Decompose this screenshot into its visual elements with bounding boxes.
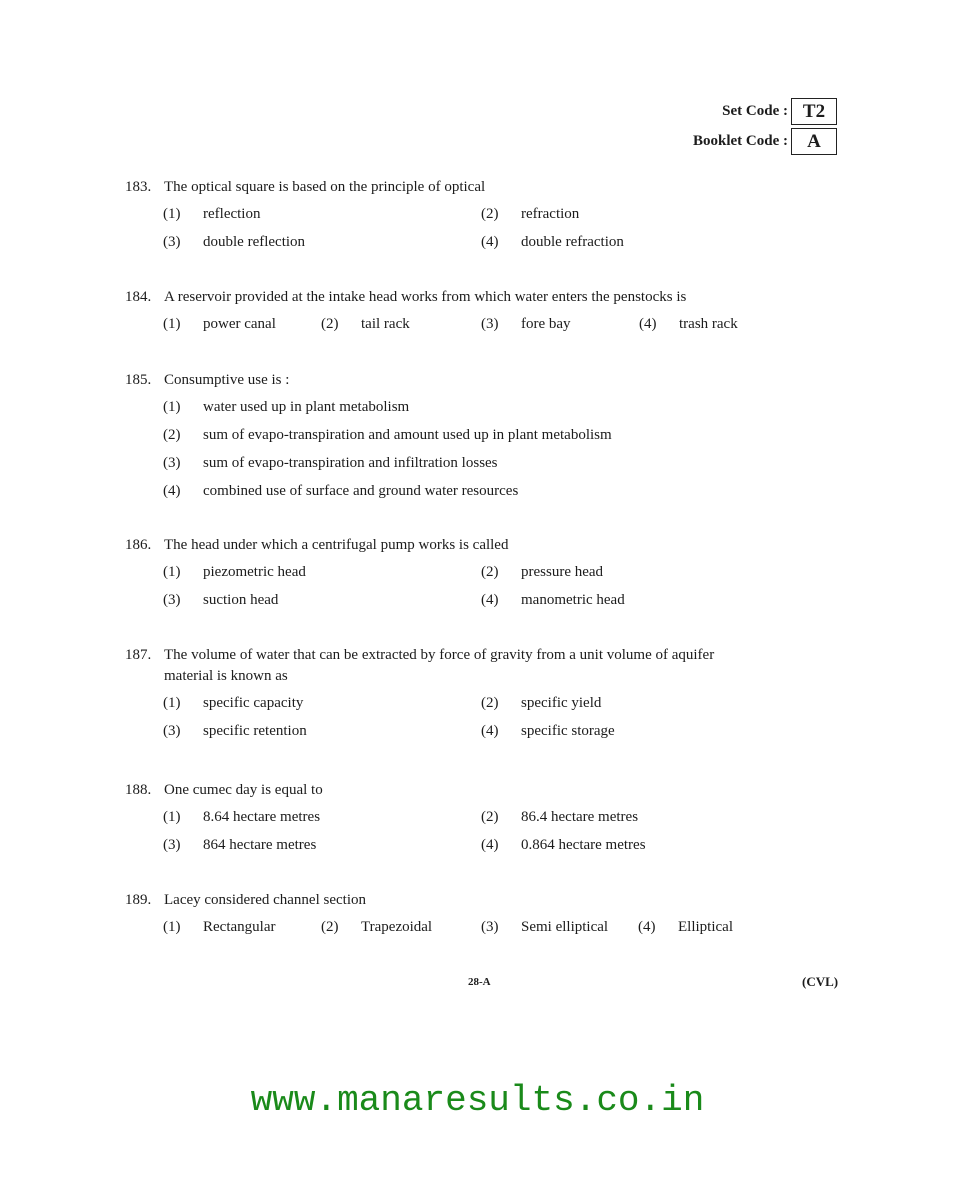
set-code: [722, 98, 837, 125]
option-2: (2) sum of evapo-transpiration and amount used up in plant metabolism: [163, 427, 612, 443]
option-3: (3) Semi elliptical: [481, 919, 609, 935]
set-code-label: Set Code :: [722, 103, 788, 119]
question-number: 189.: [125, 892, 152, 908]
option-1: (1) 8.64 hectare metres: [163, 809, 321, 825]
option-4: (4) trash rack: [639, 316, 738, 332]
option-4: (4) combined use of surface and ground water resources: [163, 483, 519, 499]
question-text: Consumptive use is :: [164, 372, 290, 388]
question-number: 183.: [125, 179, 152, 195]
question-188: [125, 777, 646, 860]
option-3: (3) fore bay: [481, 316, 571, 332]
question-number: 184.: [125, 289, 152, 305]
question-text: The head under which a centrifugal pump works is called: [164, 537, 509, 553]
option-1: (1) Rectangular: [163, 919, 276, 935]
option-2: (2) Trapezoidal: [321, 919, 433, 935]
question-number: 185.: [125, 372, 152, 388]
option-1: (1) specific capacity: [163, 695, 304, 711]
option-1: (1) water used up in plant metabolism: [163, 399, 410, 415]
question-187: [125, 642, 714, 746]
option-4: (4) 0.864 hectare metres: [481, 837, 646, 853]
option-2: (2) refraction: [481, 206, 580, 222]
question-text: The optical square is based on the principle of optical: [164, 179, 486, 195]
option-3: (3) sum of evapo-transpiration and infiltration losses: [163, 455, 498, 471]
option-1: (1) piezometric head: [163, 564, 306, 580]
watermark-url: www.manaresults.co.in: [250, 1080, 705, 1121]
booklet-code-value: A: [791, 128, 837, 155]
option-2: (2) specific yield: [481, 695, 602, 711]
option-2: (2) pressure head: [481, 564, 604, 580]
option-4: (4) manometric head: [481, 592, 625, 608]
question-186: [125, 532, 625, 615]
option-3: (3) suction head: [163, 592, 279, 608]
option-4: (4) Elliptical: [638, 919, 733, 935]
question-number: 188.: [125, 782, 152, 798]
question-185: [125, 367, 612, 506]
option-4: (4) specific storage: [481, 723, 615, 739]
question-189: [125, 887, 733, 942]
option-4: (4) double refraction: [481, 234, 624, 250]
option-1: (1) power canal: [163, 316, 276, 332]
option-3: (3) specific retention: [163, 723, 307, 739]
page-code: 28-A: [468, 976, 491, 988]
option-3: (3) 864 hectare metres: [163, 837, 317, 853]
question-text: Lacey considered channel section: [164, 892, 366, 908]
booklet-code-label: Booklet Code :: [693, 133, 788, 149]
set-code-value: T2: [791, 98, 837, 125]
option-1: (1) reflection: [163, 206, 261, 222]
question-text: A reservoir provided at the intake head works from which water enters the penstocks is: [164, 289, 687, 305]
question-text-continued: material is known as: [164, 668, 288, 684]
question-text: The volume of water that can be extracted by force of gravity from a unit volume of aquifer: [164, 647, 715, 663]
option-2: (2) tail rack: [321, 316, 410, 332]
option-3: (3) double reflection: [163, 234, 306, 250]
booklet-code: [693, 128, 837, 155]
option-2: (2) 86.4 hectare metres: [481, 809, 639, 825]
subject-code: (CVL): [802, 974, 839, 989]
question-number: 187.: [125, 647, 152, 663]
question-number: 186.: [125, 537, 152, 553]
question-183: [125, 174, 624, 257]
question-184: [125, 284, 738, 339]
question-text: One cumec day is equal to: [164, 782, 323, 798]
